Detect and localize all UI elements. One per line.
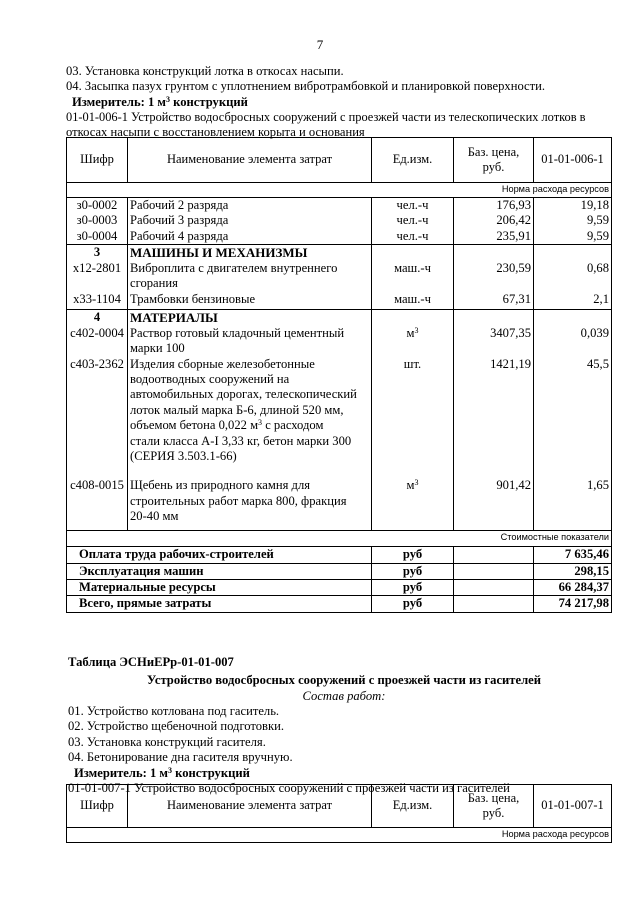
header-price: Баз. цена, руб.	[454, 785, 534, 828]
table-row	[67, 198, 612, 214]
table-row	[67, 229, 612, 245]
total-unit: руб	[372, 596, 454, 612]
row-code: з0-0003	[67, 213, 128, 228]
total-name: Эксплуатация машин	[67, 563, 372, 579]
section-row-machines	[67, 245, 612, 261]
table-row	[67, 213, 612, 228]
norm-label: Норма расхода ресурсов	[67, 183, 612, 198]
row-value: 9,59	[534, 229, 612, 245]
table2-norm-title: 01-01-007-1 Устройство водосбросных сооружений с проезжей части из гасителей	[68, 780, 510, 795]
table-row	[67, 357, 612, 479]
table-row	[67, 326, 612, 357]
header-name: Наименование элемента затрат	[128, 785, 372, 828]
row-unit: $м^3$	[372, 326, 454, 357]
row-unit: чел.-ч	[372, 198, 454, 214]
row-name: Трамбовки бензиновые	[128, 292, 372, 310]
table-row	[67, 478, 612, 531]
row-value: 45,5	[534, 357, 612, 479]
row-price: 1421,19	[454, 357, 534, 479]
step-01: 01. Устройство котлована под гаситель.	[68, 704, 280, 719]
total-name: Материальные ресурсы	[67, 580, 372, 596]
row-price: 176,93	[454, 198, 534, 214]
total-row	[67, 563, 612, 579]
row-price: 67,31	[454, 292, 534, 310]
row-code: с408-0015	[67, 478, 128, 531]
row-value: 19,18	[534, 198, 612, 214]
page-number: 7	[316, 37, 324, 52]
row-unit: маш.-ч	[372, 292, 454, 310]
total-value: 66 284,37	[534, 580, 612, 596]
row-code: х12-2801	[67, 261, 128, 292]
row-unit: $м^3$	[372, 478, 454, 531]
row-price: 206,42	[454, 213, 534, 228]
resource-table-2	[66, 784, 612, 843]
norm-title-line1: 01-01-006-1 Устройство водосбросных сооружений с проезжей части из телескопических лотков в	[66, 110, 586, 125]
total-value: 7 635,46	[534, 547, 612, 563]
header-unit: Ед.изм.	[372, 785, 454, 828]
step-04: 04. Засыпка пазух грунтом с уплотнением вибротрамбовкой и планировкой поверхности.	[66, 79, 546, 94]
header-norm-code: 01-01-006-1	[534, 138, 612, 183]
table-row	[67, 261, 612, 292]
total-row	[67, 547, 612, 563]
meter-line: Измеритель: 1 $м^3$ конструкций	[74, 765, 250, 780]
section-number: 3	[67, 245, 128, 261]
norm-title-line2: откосах насыпи с восстановлением корыта и основания	[66, 125, 365, 140]
total-unit: руб	[372, 547, 454, 563]
header-unit: Ед.изм.	[372, 138, 454, 183]
row-name: Изделия сборные железобетонные водоотводных сооружений на автомобильных дорогах, телескопический лоток малый марка Б-6, длиной 520 мм, объемом бетона 0,022 $м^3$ с расходом стали класса А-I 3,33 кг, бетон марки 300 (СЕРИЯ 3.503.1-66)	[128, 357, 372, 479]
row-price: 3407,35	[454, 326, 534, 357]
row-name: Рабочий 4 разряда	[128, 229, 372, 245]
total-value: 74 217,98	[534, 596, 612, 612]
table-header-row	[67, 138, 612, 183]
meter-line: Измеритель: 1 $м^3$ конструкций	[72, 94, 248, 109]
row-value: 0,039	[534, 326, 612, 357]
total-name: Всего, прямые затраты	[67, 596, 372, 612]
step-03: 03. Установка конструкций лотка в откосах насыпи.	[66, 64, 344, 78]
row-unit: чел.-ч	[372, 213, 454, 228]
row-code: с403-2362	[67, 357, 128, 479]
table-row	[67, 292, 612, 310]
total-row	[67, 596, 612, 612]
step-04: 04. Бетонирование дна гасителя вручную.	[68, 750, 293, 765]
section-title: МАТЕРИАЛЫ	[128, 310, 372, 326]
total-name: Оплата труда рабочих-строителей	[67, 547, 372, 563]
total-unit: руб	[372, 580, 454, 596]
row-price: 230,59	[454, 261, 534, 292]
header-price: Баз. цена, руб.	[454, 138, 534, 183]
row-code: з0-0004	[67, 229, 128, 245]
table2-intro	[68, 655, 620, 796]
section-number: 4	[67, 310, 128, 326]
total-unit: руб	[372, 563, 454, 579]
header-code: Шифр	[67, 785, 128, 828]
row-name: Рабочий 2 разряда	[128, 198, 372, 214]
row-value: 9,59	[534, 213, 612, 228]
table-header-row	[67, 785, 612, 828]
row-code: з0-0002	[67, 198, 128, 214]
row-name: Виброплита с двигателем внутреннего сгорания	[128, 261, 372, 292]
table2-composition: Состав работ:	[302, 688, 386, 703]
row-price: 901,42	[454, 478, 534, 531]
row-price: 235,91	[454, 229, 534, 245]
row-value: 1,65	[534, 478, 612, 531]
section-row-materials	[67, 310, 612, 326]
cost-label: Стоимостные показатели	[67, 531, 612, 547]
norm-label-row	[67, 183, 612, 198]
row-unit: шт.	[372, 357, 454, 479]
norm-label-row	[67, 828, 612, 843]
section-title: МАШИНЫ И МЕХАНИЗМЫ	[128, 245, 372, 261]
row-value: 2,1	[534, 292, 612, 310]
header-norm-code: 01-01-007-1	[534, 785, 612, 828]
step-03: 03. Установка конструкций гасителя.	[68, 734, 266, 749]
row-unit: маш.-ч	[372, 261, 454, 292]
header-name: Наименование элемента затрат	[128, 138, 372, 183]
header-code: Шифр	[67, 138, 128, 183]
total-row	[67, 580, 612, 596]
table2-title: Таблица ЭСНиЕРр-01-01-007	[68, 655, 234, 669]
total-value: 298,15	[534, 563, 612, 579]
step-02: 02. Устройство щебеночной подготовки.	[68, 719, 285, 734]
norm-label: Норма расхода ресурсов	[67, 828, 612, 843]
row-unit: чел.-ч	[372, 229, 454, 245]
resource-table	[66, 137, 612, 613]
table2-heading: Устройство водосбросных сооружений с проезжей части из гасителей	[147, 673, 541, 688]
row-name: Рабочий 3 разряда	[128, 213, 372, 228]
row-name: Щебень из природного камня для строительных работ марка 800, фракция 20-40 мм	[128, 478, 372, 531]
row-value: 0,68	[534, 261, 612, 292]
row-code: х33-1104	[67, 292, 128, 310]
row-code: с402-0004	[67, 326, 128, 357]
cost-label-row	[67, 531, 612, 547]
row-name: Раствор готовый кладочный цементный марки 100	[128, 326, 372, 357]
work-steps-top	[66, 64, 618, 141]
